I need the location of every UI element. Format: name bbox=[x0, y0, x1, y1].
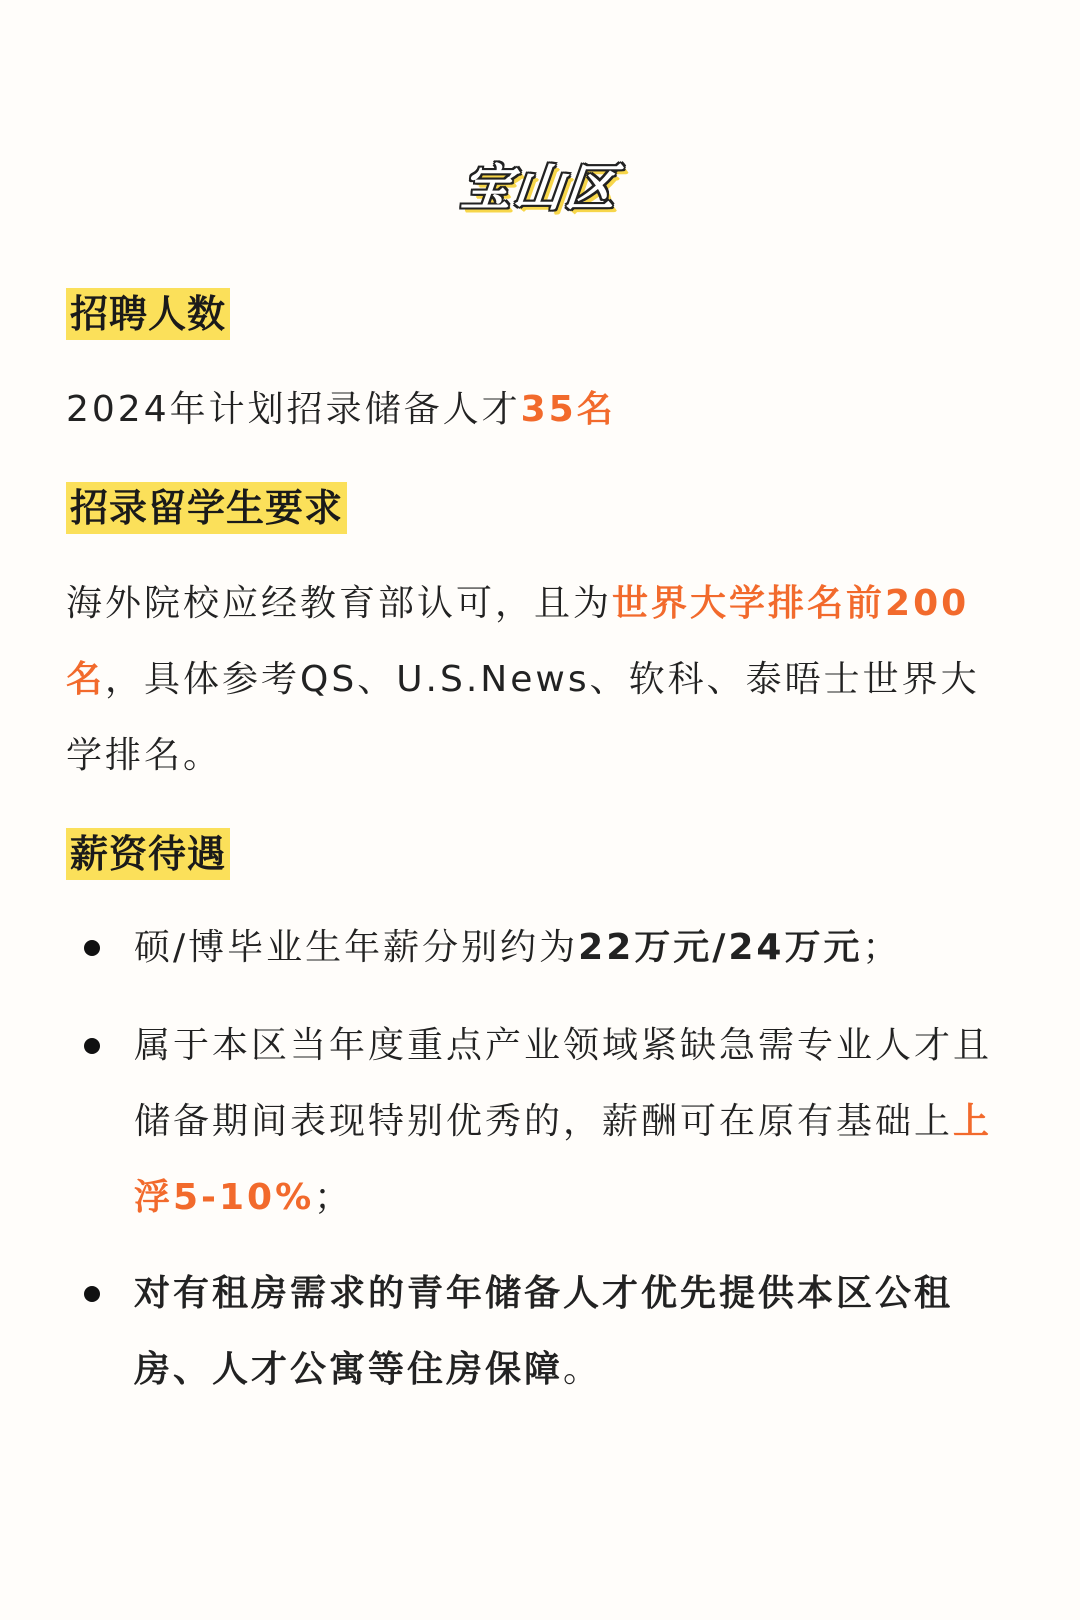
salary-1-punct: ； bbox=[862, 927, 902, 968]
title-container bbox=[0, 148, 1080, 220]
salary-3-punct: 。 bbox=[563, 1349, 603, 1390]
recruit-count-text: 2024年计划招录储备人才 bbox=[66, 389, 521, 430]
list-item-salary-1 bbox=[66, 910, 1016, 986]
salary-3-bold: 对有租房需求的青年储备人才优先提供本区公租房、人才公寓等住房保障 bbox=[134, 1273, 954, 1390]
salary-2-highlight: 上浮5-10% bbox=[134, 1101, 993, 1218]
heading-salary: 薪资待遇 bbox=[66, 828, 230, 880]
salary-2-text: 属于本区当年度重点产业领域紧缺急需专业人才且储备期间表现特别优秀的，薪酬可在原有基础上 bbox=[134, 1025, 993, 1142]
salary-1-bold: 22万元/24万元 bbox=[578, 927, 863, 968]
salary-1-text: 硕/博毕业生年薪分别约为 bbox=[134, 927, 579, 968]
list-item-text bbox=[134, 1008, 1016, 1236]
recruit-count-paragraph bbox=[66, 372, 1016, 448]
requirements-text-pre: 海外院校应经教育部认可，且为 bbox=[66, 583, 613, 624]
recruit-count-highlight: 35名 bbox=[520, 389, 616, 430]
page-title: 宝山区 bbox=[458, 159, 621, 217]
requirements-paragraph bbox=[66, 566, 1016, 794]
bullet-dot-icon bbox=[84, 940, 100, 956]
heading-requirements: 招录留学生要求 bbox=[66, 482, 347, 534]
list-item-text bbox=[134, 1256, 1016, 1408]
requirements-highlight: 世界大学排名前200名 bbox=[66, 583, 970, 700]
salary-2-punct: ； bbox=[314, 1177, 354, 1218]
bullet-dot-icon bbox=[84, 1286, 100, 1302]
bullet-dot-icon bbox=[84, 1038, 100, 1054]
list-item-text bbox=[134, 910, 1016, 986]
heading-recruit-count: 招聘人数 bbox=[66, 288, 230, 340]
requirements-text-post: ，具体参考QS、U.S.News、软科、泰晤士世界大学排名。 bbox=[66, 659, 980, 776]
list-item-salary-2 bbox=[66, 1008, 1016, 1236]
list-item-salary-3 bbox=[66, 1256, 1016, 1408]
